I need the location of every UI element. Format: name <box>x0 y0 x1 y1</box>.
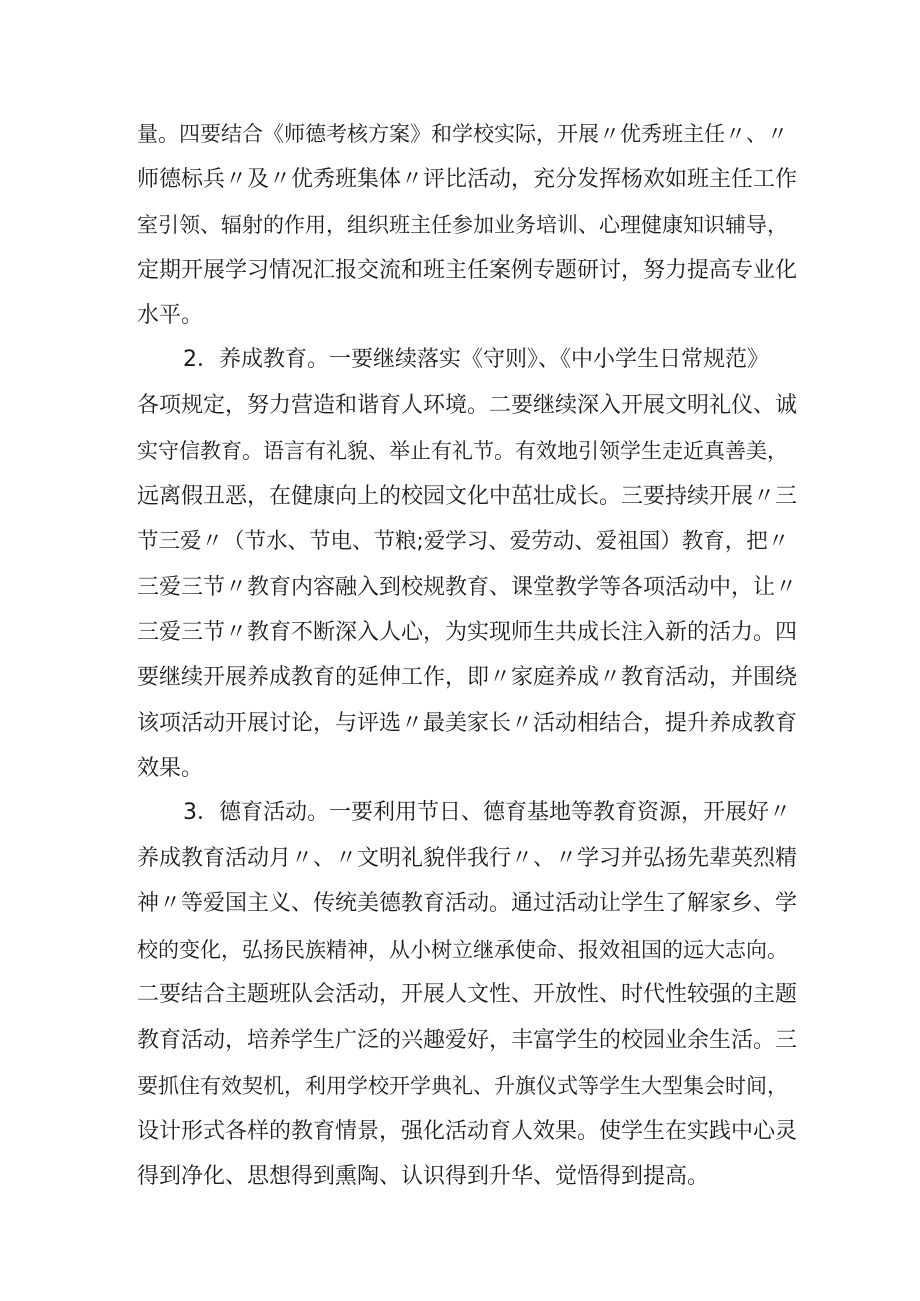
text-line: 二要结合主题班队会活动，开展人文性、开放性、时代性较强的主题 <box>137 982 798 1007</box>
paragraph-3-first-line: 3．德育活动。一要利用节日、德育基地等教育资源，开展好〃 <box>183 800 791 825</box>
text-line: 师德标兵〃及〃优秀班集体〃评比活动，充分发挥杨欢如班主任工作 <box>137 167 798 192</box>
text-line: 节三爱〃（节水、节电、节粮;爱学习、爱劳动、爱祖国）教育，把〃 <box>137 529 790 554</box>
text-line: 养成教育活动月〃、〃文明礼貌伴我行〃、〃学习并弘扬先辈英烈精 <box>137 846 798 871</box>
text-line: 各项规定，努力营造和谐育人环境。二要继续深入开展文明礼仪、诚 <box>137 393 798 418</box>
text-line: 量。四要结合《师德考核方案》和学校实际，开展〃优秀班主任〃、〃 <box>137 122 788 146</box>
text-line: 神〃等爱国主义、传统美德教育活动。通过活动让学生了解家乡、学 <box>137 891 798 916</box>
text-line: 校的变化，弘扬民族精神，从小树立继承使命、报效祖国的远大志向。 <box>137 938 788 962</box>
text-line: 教育活动，培养学生广泛的兴趣爱好，丰富学生的校园业余生活。三 <box>137 1028 798 1053</box>
text-line: 要继续开展养成教育的延伸工作，即〃家庭养成〃教育活动，并围绕 <box>137 665 798 690</box>
text-line: 水平。 <box>137 303 204 328</box>
text-line: 实守信教育。语言有礼貌、举止有礼节。有效地引领学生走近真善美， <box>137 439 788 463</box>
text-line: 要抓住有效契机，利用学校开学典礼、升旗仪式等学生大型集会时间， <box>137 1074 788 1098</box>
text-line: 三爱三节〃教育内容融入到校规教育、课堂教学等各项活动中，让〃 <box>137 575 798 600</box>
text-line: 室引领、辐射的作用，组织班主任参加业务培训、心理健康知识辅导， <box>137 213 788 237</box>
text-line: 得到净化、思想得到熏陶、认识得到升华、觉悟得到提高。 <box>137 1164 710 1189</box>
text-line: 效果。 <box>137 756 204 781</box>
text-line: 该项活动开展讨论，与评选〃最美家长〃活动相结合，提升养成教育 <box>137 711 798 736</box>
text-line: 定期开展学习情况汇报交流和班主任案例专题研讨，努力提高专业化 <box>137 258 798 283</box>
text-line: 三爱三节〃教育不断深入人心，为实现师生共成长注入新的活力。四 <box>137 620 798 645</box>
text-line: 远离假丑恶，在健康向上的校园文化中茁壮成长。三要持续开展〃三 <box>137 484 798 509</box>
text-line: 设计形式各样的教育情景，强化活动育人效果。使学生在实践中心灵 <box>137 1119 798 1144</box>
paragraph-2-first-line: 2．养成教育。一要继续落实《守则》、《中小学生日常规范》 <box>183 347 769 372</box>
